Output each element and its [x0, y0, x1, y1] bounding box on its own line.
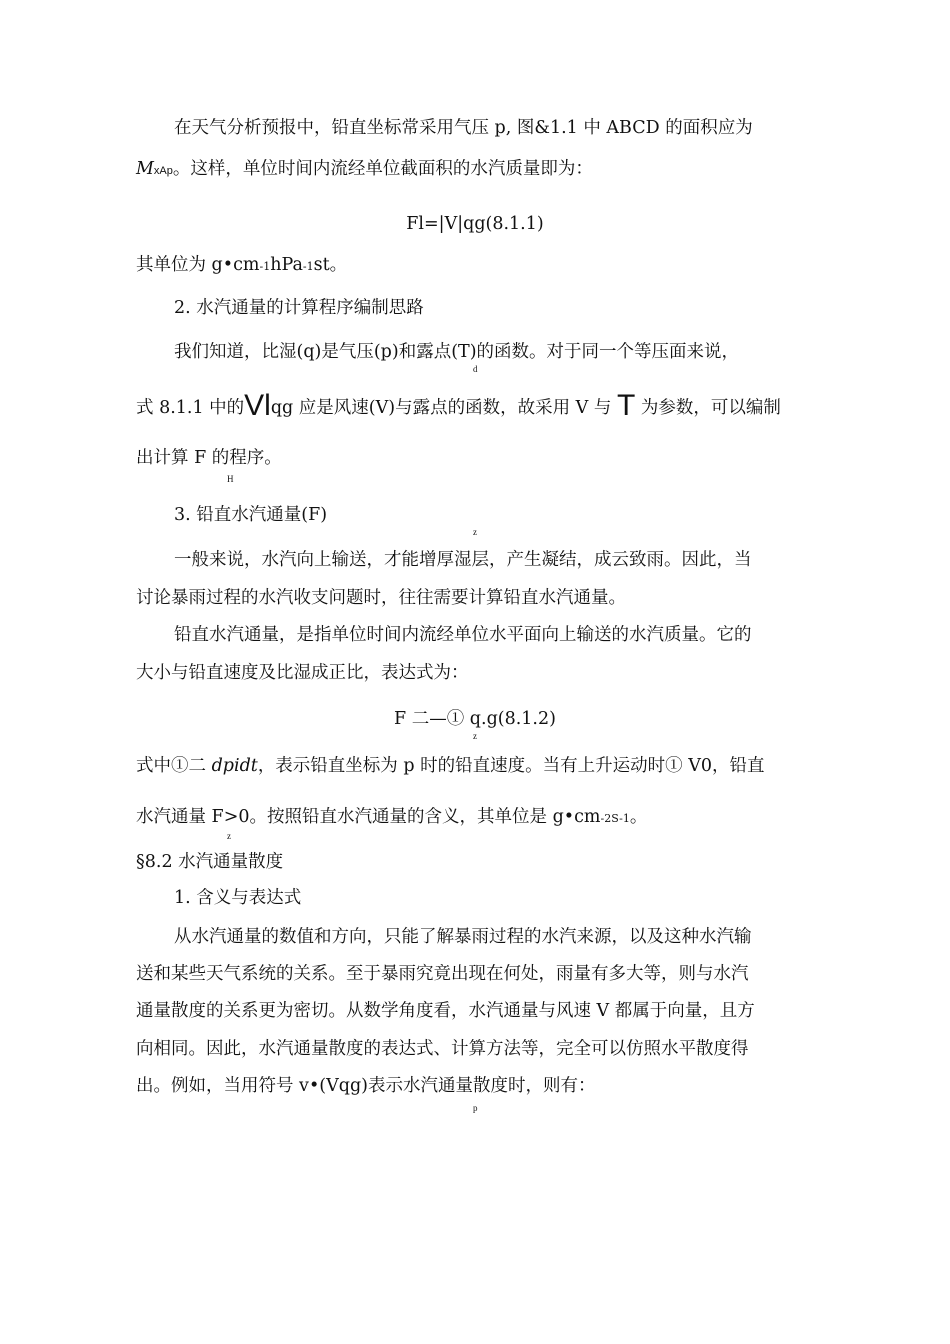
text-run: 水汽通量 F>0。按照铅直水汽通量的含义，其单位是 g•cm [136, 807, 601, 827]
section-heading: 2. 水汽通量的计算程序编制思路 [174, 298, 424, 318]
paragraph-line [136, 806, 647, 830]
paragraph-line: 出计算 F 的程序。 [136, 448, 282, 468]
unit-line [136, 254, 347, 278]
paragraph-line: 讨论暴雨过程的水汽收支问题时，往往需要计算铅直水汽通量。 [136, 588, 626, 608]
paragraph-line: 通量散度的关系更为密切。从数学角度看，水汽通量与风速 V 都属于向量，且方 [136, 1001, 755, 1021]
section-title: §8.2 水汽通量散度 [136, 852, 284, 872]
equation-8-1-2: F 二—① q.g(8.1.2) [394, 709, 556, 729]
text-run: 为参数，可以编制 [640, 398, 781, 418]
text-run: qg 应是风速(V)与露点的函数，故采用 V 与 [270, 398, 612, 418]
math-var: M [136, 159, 154, 179]
paragraph-line: 从水汽通量的数值和方向，只能了解暴雨过程的水汽来源，以及这种水汽输 [174, 927, 752, 947]
subscript: p [473, 1103, 478, 1113]
paragraph-line: 送和某些天气系统的关系。至于暴雨究竟出现在何处，雨量有多大等，则与水汽 [136, 964, 749, 984]
paragraph-line: 我们知道，比湿(q)是气压(p)和露点(T)的函数。对于同一个等压面来说， [174, 342, 740, 362]
text-run: 。 [629, 807, 648, 827]
exponent: -1 [259, 260, 271, 273]
text-run: 其单位为 g•cm [136, 255, 260, 275]
paragraph-line: 出。例如，当用符号 v•(Vqg)表示水汽通量散度时，则有： [136, 1076, 596, 1096]
exponent: -2S-1 [600, 812, 630, 825]
paragraph-line: 向相同。因此，水汽通量散度的表达式、计算方法等，完全可以仿照水平散度得 [136, 1039, 749, 1059]
math-var: xAp [153, 165, 173, 177]
paragraph-line: 大小与铅直速度及比湿成正比，表达式为： [136, 663, 469, 683]
text-run: 式中①二 [136, 756, 212, 776]
subscript: z [227, 831, 231, 841]
paragraph-line [136, 158, 593, 182]
text-run: st。 [313, 255, 348, 275]
text-run: 。这样，单位时间内流经单位截面积的水汽质量即为： [172, 159, 593, 179]
paragraph-line [136, 755, 764, 777]
text-run: 式 8.1.1 中的 [136, 398, 245, 418]
large-symbol: Vl [244, 389, 271, 422]
math-var: dpidt [211, 756, 258, 776]
section-heading: 1. 含义与表达式 [174, 888, 302, 908]
text-run: ，表示铅直坐标为 p 时的铅直速度。当有上升运动时① V0，铅直 [257, 756, 765, 776]
large-symbol: T [616, 389, 636, 422]
subscript: H [227, 474, 234, 484]
paragraph-line [136, 389, 781, 422]
subscript: z [473, 731, 477, 741]
paragraph-line: 在天气分析预报中，铅直坐标常采用气压 p, 图&1.1 中 ABCD 的面积应为 [174, 118, 753, 138]
subscript: d [473, 364, 478, 374]
subscript: z [473, 527, 477, 537]
section-heading: 3. 铅直水汽通量(F) [174, 505, 328, 525]
exponent: -1 [302, 260, 314, 273]
equation-8-1-1: Fl=|V|qg(8.1.1) [406, 214, 544, 234]
paragraph-line: 一般来说，水汽向上输送，才能增厚湿层，产生凝结，成云致雨。因此，当 [174, 550, 752, 570]
text-run: hPa [270, 255, 303, 275]
paragraph-line: 铅直水汽通量，是指单位时间内流经单位水平面向上输送的水汽质量。它的 [174, 625, 752, 645]
